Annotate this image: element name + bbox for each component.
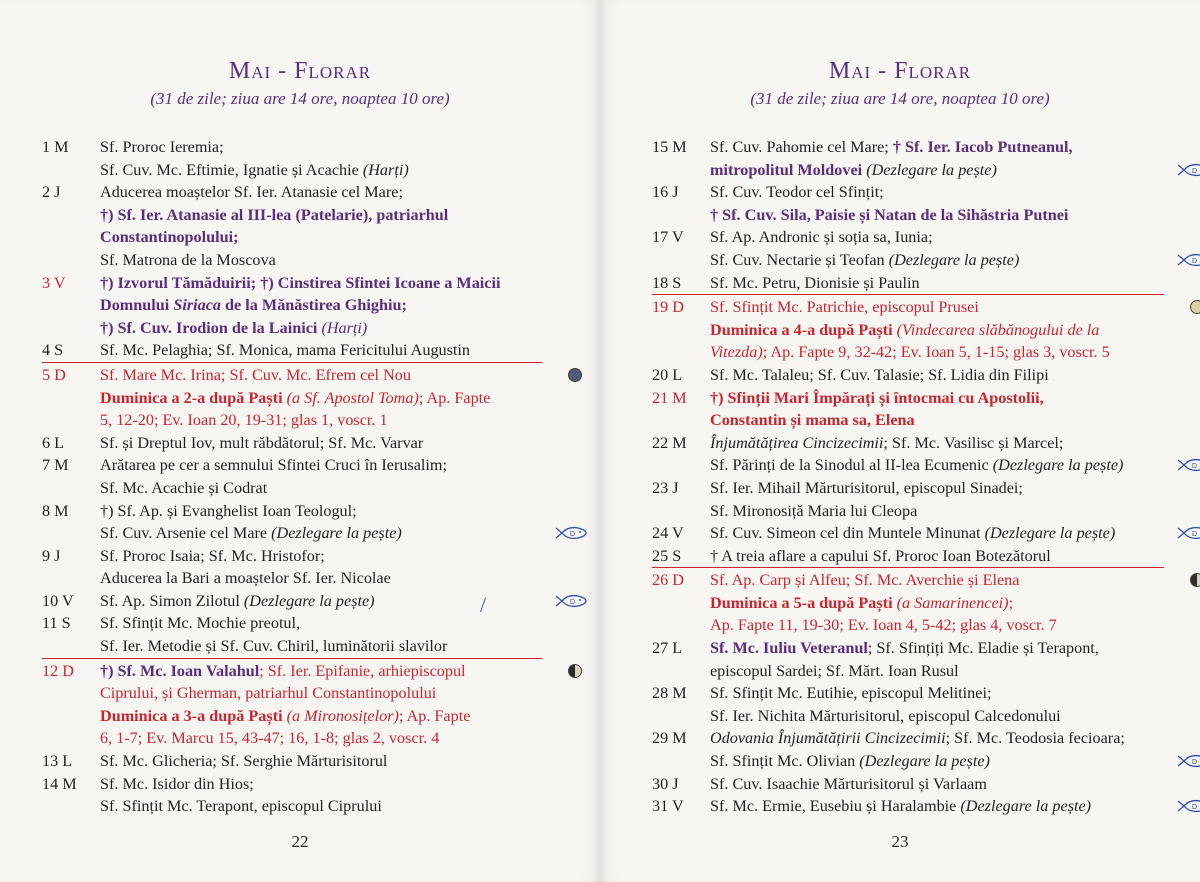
- entry-date: 21 M: [652, 388, 687, 407]
- entry-line: [100, 226, 542, 249]
- text-segment: †) Izvorul Tămăduirii; †) Cinstirea Sfintei Icoane a Maicii: [100, 273, 501, 292]
- entry-text: [710, 226, 1198, 271]
- text-segment: Sf. Mare Mc. Irina; Sf. Cuv. Mc. Efrem cel Nou: [100, 365, 411, 384]
- entry-date: 8 M: [42, 501, 69, 520]
- entry-line: [100, 181, 542, 204]
- entry-text: [710, 795, 1198, 818]
- calendar-entry: [42, 590, 576, 613]
- text-segment: Constantin și mama sa, Elena: [710, 411, 915, 430]
- entry-date: 27 L: [652, 639, 683, 658]
- text-segment: Duminica a 2-a după Paști: [100, 388, 287, 407]
- text-segment: Sf. Cuv. Simeon cel din Muntele Minunat: [710, 524, 985, 543]
- entry-line: [100, 682, 542, 705]
- entry-line: [100, 590, 542, 613]
- entry-line: [100, 204, 542, 227]
- entry-line: [710, 409, 1164, 432]
- text-segment: Sf. Cuv. Arsenie cel Mare: [100, 524, 272, 543]
- calendar-entry: [42, 136, 542, 181]
- entry-date: 7 M: [42, 456, 69, 475]
- calendar-entry: [652, 272, 1164, 295]
- fish-icon: [554, 524, 588, 547]
- entry-line: [100, 317, 542, 340]
- entry-date: 31 V: [652, 797, 684, 816]
- entry-text: [100, 454, 542, 499]
- text-segment: Vitezda): [710, 343, 763, 362]
- text-segment: ; Sf. Ier. Epifanie, arhiepiscopul: [259, 661, 466, 680]
- text-segment: Sf. Cuv. Teodor cel Sfințit;: [710, 183, 884, 202]
- page-title: Mai - Florar: [228, 58, 372, 84]
- calendar-entry: [42, 500, 576, 545]
- entry-text: [100, 773, 542, 818]
- calendar-list-left: [42, 136, 576, 818]
- entry-text: [100, 272, 542, 340]
- calendar-entry: [42, 658, 542, 750]
- calendar-list-right: [652, 136, 1198, 818]
- entry-line: [710, 272, 1164, 295]
- entry-date: 24 V: [652, 524, 684, 543]
- calendar-entry: [652, 637, 1164, 682]
- calendar-entry: [42, 432, 542, 455]
- entry-line: [710, 727, 1164, 750]
- entry-line: [710, 569, 1164, 592]
- entry-text: [100, 750, 542, 773]
- entry-date: 23 J: [652, 478, 679, 497]
- entry-text: [100, 181, 542, 271]
- entry-date: 12 D: [42, 661, 74, 680]
- entry-text: [710, 296, 1164, 364]
- entry-line: [710, 750, 1164, 773]
- entry-line: [710, 477, 1164, 500]
- svg-text:D: D: [1192, 804, 1198, 812]
- text-segment: Sf. Mc. Talaleu; Sf. Cuv. Talasie; Sf. Lidia din Filipi: [710, 365, 1049, 384]
- entry-line: [100, 454, 542, 477]
- text-segment: Sf. Ier. Mihail Mărturisitorul, episcopul Sinadei;: [710, 478, 1023, 497]
- entry-date: 2 J: [42, 183, 61, 202]
- fish-icon: [1176, 161, 1200, 184]
- entry-text: [100, 432, 542, 455]
- left-header: [0, 0, 600, 109]
- right-page: [600, 0, 1200, 882]
- right-header: [600, 0, 1200, 109]
- entry-date: 22 M: [652, 433, 687, 452]
- entry-date: 26 D: [652, 571, 684, 590]
- entry-text: [710, 545, 1164, 568]
- text-segment: Sf. Sfințit Mc. Olivian: [710, 752, 860, 771]
- entry-text: [100, 364, 542, 432]
- entry-text: [100, 339, 542, 362]
- entry-text: [100, 136, 542, 181]
- entry-text: [710, 272, 1164, 295]
- text-segment: (Dezlegare la pește): [984, 524, 1116, 543]
- entry-date: 28 M: [652, 684, 687, 703]
- entry-line: [100, 773, 542, 796]
- entry-line: [710, 614, 1164, 637]
- entry-text: [710, 727, 1198, 772]
- text-segment: Sf. Ap. Simon Zilotul: [100, 591, 244, 610]
- entry-line: [710, 454, 1164, 477]
- text-segment: Sf. Cuv. Isaachie Mărturisitorul și Varlaam: [710, 774, 987, 793]
- text-segment: Constantinopolului;: [100, 228, 239, 247]
- text-segment: (Harți): [321, 318, 368, 337]
- entry-line: [710, 592, 1164, 615]
- text-segment: Siriaca: [173, 296, 221, 315]
- text-segment: Sf. Proroc Ieremia;: [100, 138, 224, 156]
- fish-icon: [554, 592, 588, 615]
- text-segment: † Sf. Cuv. Sila, Paisie și Natan de la Sihăstria Putnei: [710, 205, 1069, 224]
- entry-line: [710, 637, 1164, 660]
- text-segment: (Dezlegare la pește): [859, 752, 990, 771]
- entry-line: [710, 364, 1164, 387]
- text-segment: Sf. Mc. Acachie și Codrat: [100, 478, 268, 497]
- text-segment: Odovania Înjumătățirii Cincizecimii: [710, 729, 946, 748]
- text-segment: †) Sf. Cuv. Irodion de la Lainici: [100, 318, 322, 337]
- text-segment: Aducerea la Bari a moaștelor Sf. Ier. Nicolae: [100, 569, 391, 588]
- text-segment: Sf. Mironosiță Maria lui Cleopa: [710, 501, 918, 520]
- text-segment: Sf. Sfințit Mc. Terapont, episcopul Ciprului: [100, 797, 382, 816]
- page-subtitle: (31 de zile; ziua are 14 ore, noaptea 10 ore): [150, 89, 450, 108]
- entry-line: [100, 750, 542, 773]
- text-segment: Duminica a 4-a după Paști: [710, 320, 897, 339]
- text-segment: Ap. Fapte 11, 19-30; Ev. Ioan 4, 5-42; glas 4, voscr. 7: [710, 616, 1057, 635]
- entry-text: [100, 500, 576, 545]
- text-segment: Sf. și Dreptul Iov, mult răbdătorul; Sf. Mc. Varvar: [100, 433, 424, 452]
- text-segment: Sf. Cuv. Nectarie și Teofan: [710, 250, 889, 269]
- entry-line: [710, 319, 1164, 342]
- calendar-entry: [652, 432, 1198, 477]
- entry-line: [100, 635, 542, 658]
- text-segment: Arătarea pe cer a semnului Sfintei Cruci în Ierusalim;: [100, 456, 448, 475]
- calendar-entry: [652, 294, 1164, 364]
- text-segment: Înjumătățirea Cincizecimii: [710, 433, 884, 452]
- text-segment: Sf. Mc. Iuliu Veteranul: [710, 639, 868, 658]
- pen-mark: /: [480, 592, 487, 617]
- entry-line: [710, 682, 1164, 705]
- entry-line: [710, 249, 1164, 272]
- entry-date: 9 J: [42, 546, 61, 565]
- entry-date: 16 J: [652, 183, 679, 202]
- fish-icon: [1176, 251, 1200, 274]
- calendar-entry: [652, 364, 1164, 387]
- entry-line: [100, 387, 542, 410]
- entry-text: [710, 364, 1164, 387]
- entry-line: [100, 249, 542, 272]
- entry-line: [100, 612, 542, 635]
- text-segment: ;: [1008, 593, 1014, 612]
- calendar-entry: [652, 682, 1164, 727]
- entry-text: [710, 181, 1164, 226]
- entry-date: 30 J: [652, 774, 679, 793]
- text-segment: ; Ap. Fapte: [398, 706, 471, 725]
- entry-line: [100, 409, 542, 432]
- entry-date: 20 L: [652, 365, 683, 384]
- text-segment: episcopul Sardei; Sf. Mărt. Ioan Rusul: [710, 661, 959, 680]
- calendar-entry: [652, 522, 1198, 545]
- entry-date: 10 V: [42, 591, 74, 610]
- page-number: 23: [891, 832, 909, 851]
- entry-date: 17 V: [652, 228, 684, 247]
- fish-icon: [1176, 456, 1200, 479]
- svg-text:D: D: [1192, 759, 1198, 767]
- text-segment: (a Samarinencei): [896, 593, 1009, 612]
- text-segment: †) Sf. Ap. și Evanghelist Ioan Teologul;: [100, 501, 357, 520]
- entry-line: [100, 136, 542, 159]
- entry-line: [100, 294, 542, 317]
- text-segment: (Dezlegare la pește): [866, 160, 997, 179]
- entry-line: [100, 339, 542, 362]
- entry-line: [100, 159, 542, 182]
- text-segment: Ciprului, și Gherman, patriarhul Constantinopolului: [100, 684, 437, 703]
- entry-line: [710, 226, 1164, 249]
- entry-date: 3 V: [42, 273, 66, 292]
- text-segment: Sf. Mc. Pelaghia; Sf. Monica, mama Fericitului Augustin: [100, 341, 471, 360]
- text-segment: Duminica a 5-a după Paști: [710, 593, 897, 612]
- entry-line: [710, 432, 1164, 455]
- text-segment: Sf. Cuv. Mc. Eftimie, Ignatie și Acachie: [100, 160, 363, 179]
- entry-text: [100, 590, 576, 613]
- entry-text: [710, 682, 1164, 727]
- text-segment: Sf. Sfințit Mc. Eutihie, episcopul Melitinei;: [710, 684, 992, 703]
- entry-date: 25 S: [652, 546, 682, 565]
- entry-line: [100, 567, 542, 590]
- svg-text:D: D: [1192, 531, 1198, 539]
- page-title: Mai - Florar: [828, 58, 972, 84]
- entry-line: [100, 432, 542, 455]
- entry-text: [710, 569, 1164, 637]
- entry-line: [100, 522, 542, 545]
- entry-line: [100, 272, 542, 295]
- page-number: 22: [291, 832, 309, 851]
- text-segment: mitropolitul Moldovei: [710, 160, 867, 179]
- text-segment: Sf. Părinți de la Sinodul al II-lea Ecumenic: [710, 456, 993, 475]
- text-segment: (Vindecarea slăbănogului de la: [896, 320, 1100, 339]
- calendar-entry: [652, 477, 1164, 522]
- calendar-entry: [652, 545, 1164, 568]
- entry-date: 5 D: [42, 365, 66, 384]
- text-segment: ; Sf. Sfințiți Mc. Eladie și Terapont,: [867, 639, 1099, 658]
- text-segment: Sf. Ap. Andronic și soția sa, Iunia;: [710, 228, 933, 247]
- entry-line: [710, 341, 1164, 364]
- entry-line: [100, 364, 542, 387]
- text-segment: Sf. Mc. Ermie, Eusebiu și Haralambie: [710, 797, 961, 816]
- text-segment: ; Ap. Fapte: [418, 388, 491, 407]
- entry-text: [710, 522, 1198, 545]
- entry-line: [710, 159, 1164, 182]
- entry-text: [710, 136, 1198, 181]
- entry-line: [710, 545, 1164, 568]
- entry-line: [100, 660, 542, 683]
- entry-line: [710, 795, 1164, 818]
- entry-date: 1 M: [42, 138, 69, 156]
- text-segment: ; Sf. Mc. Vasilisc și Marcel;: [883, 433, 1064, 452]
- entry-line: [710, 522, 1164, 545]
- entry-text: [710, 773, 1164, 796]
- entry-date: 6 L: [42, 433, 65, 452]
- entry-line: [710, 773, 1164, 796]
- text-segment: Sf. Ier. Metodie și Sf. Cuv. Chiril, luminătorii slavilor: [100, 637, 448, 656]
- text-segment: † A treia aflare a capului Sf. Proroc Ioan Botezătorul: [710, 546, 1051, 565]
- text-segment: Sf. Mc. Petru, Dionisie și Paulin: [710, 273, 920, 292]
- entry-text: [710, 637, 1164, 682]
- text-segment: (Dezlegare la pește): [960, 797, 1092, 816]
- svg-text:D: D: [570, 531, 576, 539]
- calendar-entry: [42, 750, 542, 773]
- half-moon-icon: [568, 662, 582, 685]
- entry-text: [100, 660, 542, 750]
- calendar-entry: [652, 773, 1164, 796]
- text-segment: ; Ap. Fapte 9, 32-42; Ev. Ioan 5, 1-15; glas 3, voscr. 5: [762, 343, 1110, 362]
- text-segment: Sf. Ap. Carp și Alfeu; Sf. Mc. Averchie și Elena: [710, 571, 1020, 590]
- calendar-entry: [42, 545, 542, 590]
- entry-date: 4 S: [42, 341, 64, 360]
- entry-date: 11 S: [42, 614, 71, 633]
- svg-text:D: D: [1192, 257, 1198, 265]
- text-segment: Sf. Mc. Isidor din Hios;: [100, 774, 254, 793]
- entry-text: [100, 545, 542, 590]
- entry-line: [100, 477, 542, 500]
- entry-text: [100, 612, 542, 657]
- text-segment: (Dezlegare la pește): [888, 250, 1020, 269]
- entry-date: 13 L: [42, 752, 73, 771]
- text-segment: Duminica a 3-a după Paști: [100, 706, 287, 725]
- text-segment: Sf. Mc. Glicheria; Sf. Serghie Mărturisitorul: [100, 752, 388, 771]
- fish-icon: [1176, 797, 1200, 820]
- calendar-entry: [652, 795, 1198, 818]
- entry-text: [710, 387, 1164, 432]
- entry-line: [100, 795, 542, 818]
- half-moon-icon: [1190, 571, 1200, 594]
- svg-text:D: D: [570, 598, 576, 606]
- text-segment: Sf. Sfințit Mc. Patrichie, episcopul Prusei: [710, 298, 979, 317]
- entry-line: [100, 727, 542, 750]
- calendar-entry: [42, 773, 542, 818]
- text-segment: Sf. Cuv. Pahomie cel Mare;: [710, 138, 893, 156]
- text-segment: 5, 12-20; Ev. Ioan 20, 19-31; glas 1, voscr. 1: [100, 411, 388, 430]
- entry-date: 15 M: [652, 138, 687, 156]
- entry-date: 14 M: [42, 774, 77, 793]
- entry-line: [710, 204, 1164, 227]
- calendar-entry: [42, 362, 542, 432]
- page-subtitle: (31 de zile; ziua are 14 ore, noaptea 10 ore): [750, 89, 1050, 108]
- entry-date: 19 D: [652, 298, 684, 317]
- entry-line: [710, 181, 1164, 204]
- entry-line: [100, 705, 542, 728]
- light-moon-icon: [1190, 298, 1200, 321]
- text-segment: (a Sf. Apostol Toma): [286, 388, 419, 407]
- text-segment: Sf. Proroc Isaia; Sf. Mc. Hristofor;: [100, 546, 325, 565]
- entry-line: [710, 136, 1164, 159]
- fish-icon: [1176, 524, 1200, 547]
- entry-date: 29 M: [652, 729, 687, 748]
- fish-icon: [1176, 752, 1200, 775]
- full-moon-icon: [568, 366, 582, 389]
- calendar-entry: [42, 454, 542, 499]
- text-segment: Domnului: [100, 296, 174, 315]
- calendar-entry: [652, 136, 1198, 181]
- text-segment: (Dezlegare la pește): [271, 524, 402, 543]
- calendar-entry: [42, 612, 542, 657]
- calendar-entry: [652, 727, 1198, 772]
- entry-text: [710, 432, 1198, 477]
- text-segment: Sf. Sfințit Mc. Mochie preotul,: [100, 614, 301, 633]
- entry-line: [710, 500, 1164, 523]
- entry-line: [710, 660, 1164, 683]
- text-segment: (a Mironosițelor): [286, 706, 399, 725]
- text-segment: (Dezlegare la pește): [243, 591, 375, 610]
- entry-line: [100, 500, 542, 523]
- entry-date: 18 S: [652, 273, 682, 292]
- text-segment: † Sf. Ier. Iacob Putneanul,: [892, 138, 1073, 156]
- text-segment: ; Sf. Mc. Teodosia fecioara;: [945, 729, 1125, 748]
- calendar-entry: [42, 272, 542, 340]
- calendar-entry: [652, 226, 1198, 271]
- calendar-entry: [652, 567, 1164, 637]
- text-segment: (Dezlegare la pește): [992, 456, 1124, 475]
- entry-text: [710, 477, 1164, 522]
- text-segment: †) Sf. Ier. Atanasie al III-lea (Patelarie), patriarhul: [100, 205, 449, 224]
- text-segment: de la Mănăstirea Ghighiu;: [221, 296, 407, 315]
- text-segment: †) Sfinții Mari Împărați și întocmai cu Apostolii,: [710, 388, 1044, 407]
- text-segment: Sf. Matrona de la Moscova: [100, 250, 276, 269]
- calendar-entry: [652, 181, 1164, 226]
- entry-line: [710, 387, 1164, 410]
- text-segment: Aducerea moaștelor Sf. Ier. Atanasie cel Mare;: [100, 183, 403, 202]
- calendar-entry: [652, 387, 1164, 432]
- text-segment: 6, 1-7; Ev. Marcu 15, 43-47; 16, 1-8; glas 2, voscr. 4: [100, 729, 440, 748]
- calendar-entry: [42, 181, 542, 271]
- entry-line: [710, 705, 1164, 728]
- svg-text:D: D: [1192, 167, 1198, 175]
- entry-line: [710, 296, 1164, 319]
- entry-line: [100, 545, 542, 568]
- svg-text:D: D: [1192, 463, 1198, 471]
- calendar-entry: [42, 339, 542, 362]
- text-segment: Sf. Ier. Nichita Mărturisitorul, episcopul Calcedonului: [710, 706, 1061, 725]
- text-segment: †) Sf. Mc. Ioan Valahul: [100, 661, 260, 680]
- text-segment: (Harți): [362, 160, 409, 179]
